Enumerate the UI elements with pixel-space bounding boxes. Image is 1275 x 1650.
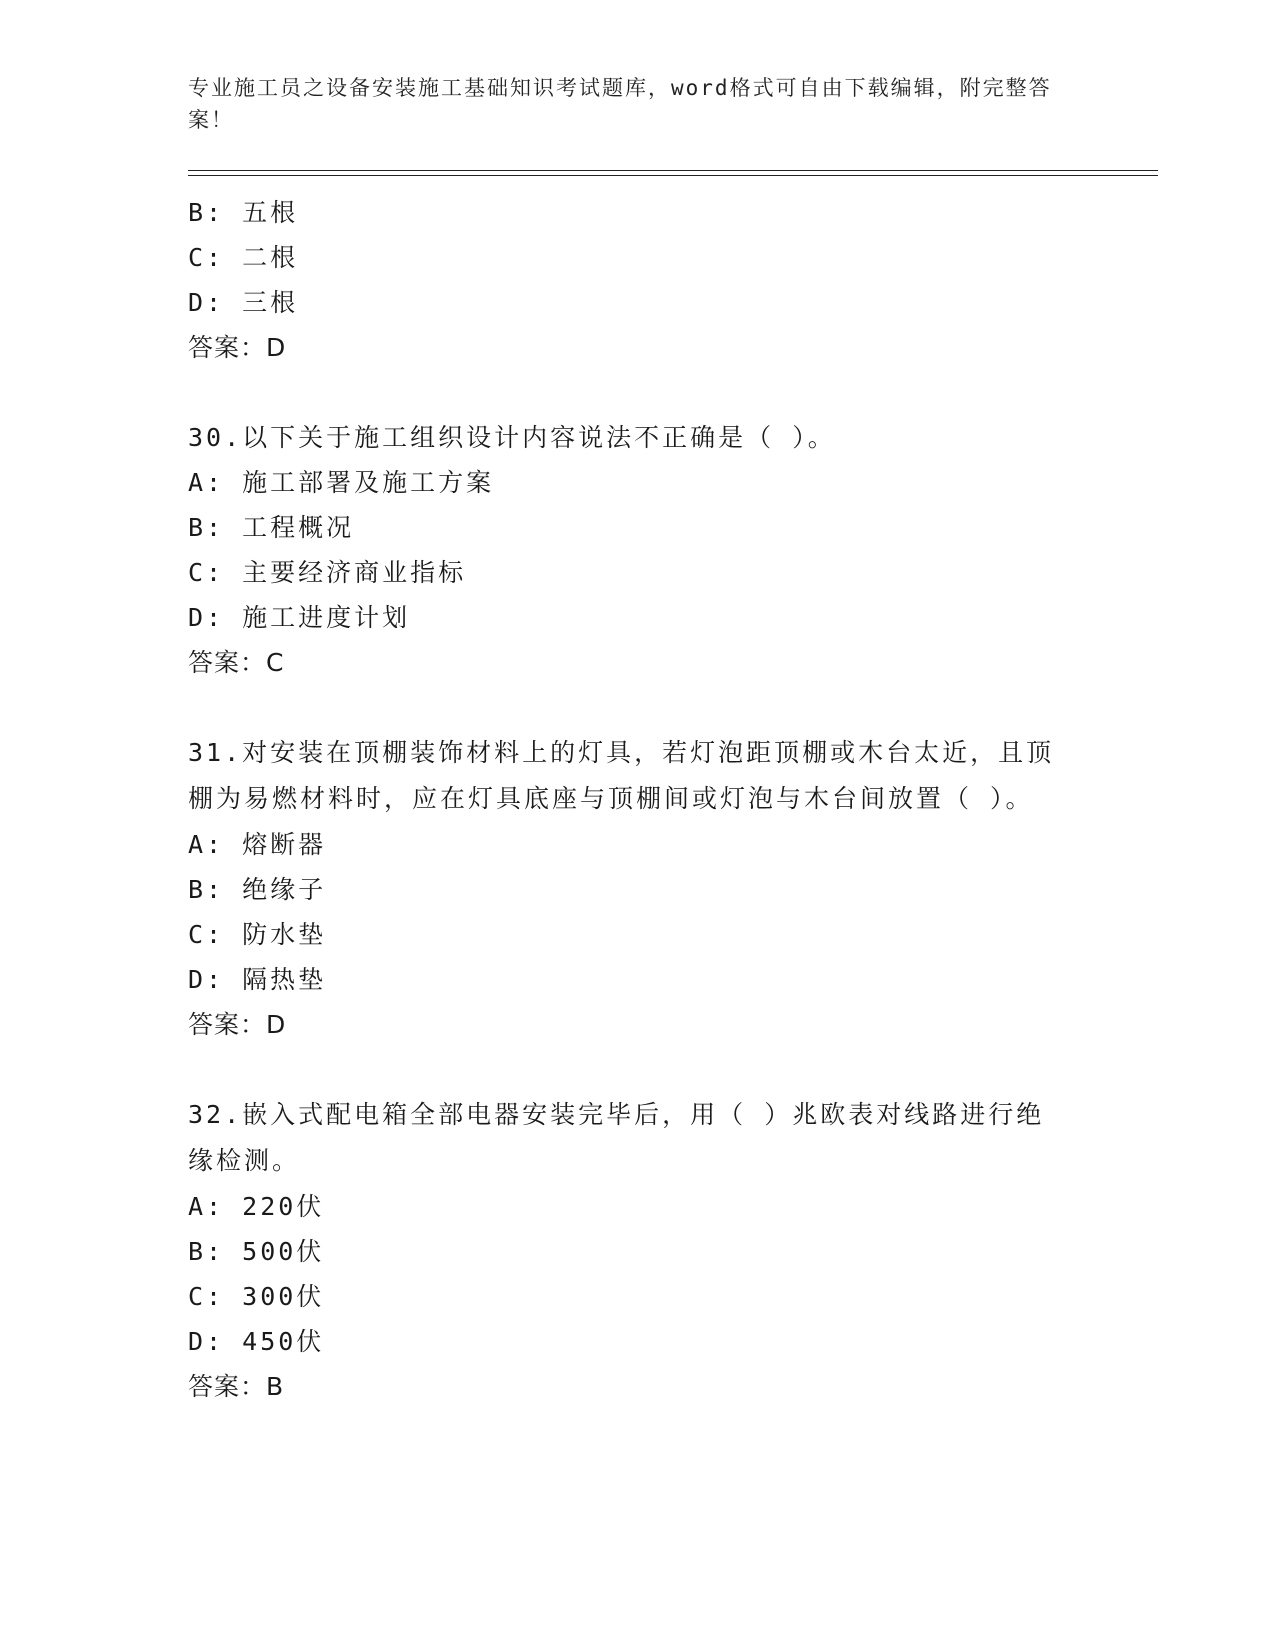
document-header: 专业施工员之设备安装施工基础知识考试题库，word格式可自由下载编辑，附完整答案！ bbox=[188, 76, 1052, 132]
answer-line: 答案：D bbox=[188, 333, 287, 362]
option-c: C: 防水垫 bbox=[188, 920, 327, 949]
option-b: B: 绝缘子 bbox=[188, 875, 327, 904]
option-a: A: 熔断器 bbox=[188, 830, 327, 859]
answer-line: 答案：C bbox=[188, 648, 285, 677]
option-c: C: 二根 bbox=[188, 243, 299, 272]
option-d: D: 施工进度计划 bbox=[188, 603, 411, 632]
option-b: B: 工程概况 bbox=[188, 513, 355, 542]
header-rule-top bbox=[188, 170, 1158, 171]
option-d: D: 三根 bbox=[188, 288, 299, 317]
option-a: A: 施工部署及施工方案 bbox=[188, 468, 495, 497]
question-content bbox=[188, 190, 1088, 1409]
question-31 bbox=[188, 730, 1088, 1047]
prev-question bbox=[188, 190, 1088, 370]
option-b: B: 500伏 bbox=[188, 1237, 325, 1266]
option-c: C: 300伏 bbox=[188, 1282, 325, 1311]
question-30 bbox=[188, 415, 1088, 685]
answer-line: 答案：D bbox=[188, 1010, 287, 1039]
answer-line: 答案：B bbox=[188, 1372, 285, 1401]
option-b: B: 五根 bbox=[188, 198, 299, 227]
option-d: D: 隔热垫 bbox=[188, 965, 327, 994]
option-c: C: 主要经济商业指标 bbox=[188, 558, 467, 587]
question-stem: 31.对安装在顶棚装饰材料上的灯具，若灯泡距顶棚或木台太近，且顶棚为易燃材料时，应在灯具底座与顶棚间或灯泡与木台间放置（ ）。 bbox=[188, 738, 1055, 813]
question-32 bbox=[188, 1092, 1088, 1409]
option-d: D: 450伏 bbox=[188, 1327, 325, 1356]
question-stem: 32.嵌入式配电箱全部电器安装完毕后，用（ ）兆欧表对线路进行绝缘检测。 bbox=[188, 1100, 1045, 1175]
question-stem: 30.以下关于施工组织设计内容说法不正确是（ ）。 bbox=[188, 423, 836, 452]
header-rule-bottom bbox=[188, 175, 1158, 176]
option-a: A: 220伏 bbox=[188, 1192, 325, 1221]
